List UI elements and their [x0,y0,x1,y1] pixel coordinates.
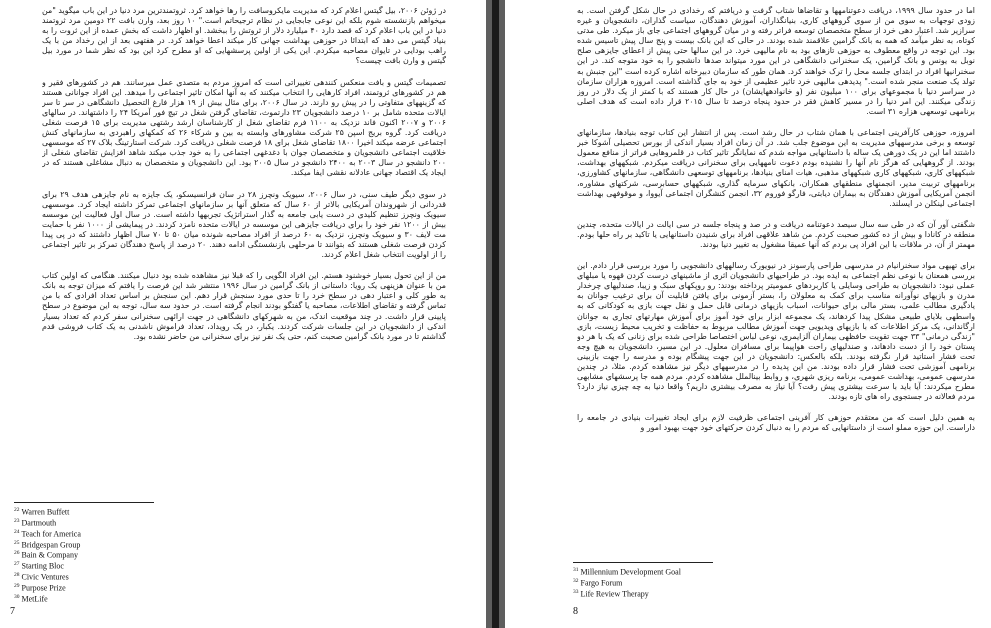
footnote [573,577,793,588]
footnote-number: 26 [14,550,20,557]
footnote [14,539,214,550]
footnote-text: Bridgespan Group [21,540,81,550]
footnote-text: Millennium Development Goal [580,567,681,577]
left-page [0,0,486,628]
footnote-text: Bain & Company [21,551,78,561]
footnote-text: Life Review Therapy [580,589,649,599]
footnote-text: Fargo Forum [580,578,623,588]
footnote-number: 30 [14,593,20,600]
footnote-number: 27 [14,561,20,568]
paragraph: من از این تحول بسیار خوشنود هستم. این افراد الگویی را که قبلا نیز مشاهده شده بود دنبال میکنند. هنگامی که اولین کتاب من با عنوان هزینهی یک رویا: داستانی از بانک گرامین در سال ۱۹۹۶ منتشر شد این فرصت را یافتم که میزان توجه به بانک به طور کلی و اعتبار دهی در سطح خرد را تا حدی مورد سنجش قرار دهم. این سنجش بر اساس تعداد افرادی که با من تماس گرفته و تقاضای اطلاعات، مصاحبه یا گفتگو بودند انجام گرفته است. در حدود سه سال، توجه به این موضوع در سطح پایینی قرار داشت. در چند موقعیت اندک، من به شهرکهای دانشگاهی در جهت ارائهی سخنرانی سفر کردم که تعداد بسیار اندکی از دانشجویان در این جلسات شرکت کردند. یکبار، در یک رویداد، تعداد فراموش ناشدنی به یک کتاب فروشی قدم گذاشتم تا در مورد بانک گرامین صحبت کنم، حتی یک نفر نیز برای سخنرانی من حاضر نشده بود. [42,271,446,341]
footnote-text: Civic Ventures [21,572,69,582]
paragraph: تصمیمات گیتس و بافت منعکس کنندهی تغییراتی است که امروز مردم به متصدی عمل میرسانند. هم در کشورهای فقیر و هم در کشورهای ثروتمند، افراد کارهایی را انتخاب میکنند که به آنها امکان تاثیر اجتماعی را میدهد. این افراد جوانانی هستند که گزینههای متفاوتی را در پیش رو دارند. در سال ۲۰۰۶، برای مثال بیش از ۱۹ هزار فارغ التحصیل دانشگاهی در سر تا سر ایالات متحده شامل بر ۱۰ درصد دانشجویان ۲۳ دارتموث، تقاضای گرفتن شغل در تیچ فور آمریکا ۲۴ را داشتهاند. در سالهای ۲۰۰۶ و ۲۰۰۷ اکنون فاند نزدیک به ۱۱۰۰ فرم تقاضای شغل از کارشناسان ارشد رشتهی مدیریت برای ۱۵ فرصت شغلی دریافت کرد. گروه بریج اسپن ۲۵ شرکت مشاورهای وابسته به بین و شرکاء ۲۶ که کمکهای راهبردی به سازمانهای کنش اجتماعی عرضه میکند اخیرا ۱۸۰۰ تقاضای شغل برای ۱۸ فرصت شغلی دریافت کرد. شرکت استارتینگ بلاک ۲۷ که موسسهی خلاقیت اجتماعی دانشجویان و متخصصان جوان با دغدغهی اجتماعی را به خود جذب میکند شاهد افزایش تقاضای شغلی از ۲۰۰ دانشجو در سال ۲۰۰۳ به ۲۴۰۰ دانشجو در سال ۲۰۰۵ بود. این دانشجویان و متخصصان به دنبال مشاغلی هستند که در ایجاد یک اقتصاد جهانی عادلانه نقشی ایفا میکند. [42,77,446,178]
footnote [14,506,214,517]
footnote-rule [573,562,713,563]
footnote-number: 22 [14,507,20,513]
footnote [573,588,793,599]
footnote-number: 33 [573,588,579,595]
footnote-text: Teach for America [21,529,81,539]
right-page-footnotes [573,562,793,599]
paragraph: به همین دلیل است که من معتقدم حوزهی کار آفرینی اجتماعی ظرفیت لازم برای ایجاد تغییرات بنیادی در جامعه را داراست. این حوزه مملو است از داستانهایی که مردم را به دنبال کردن حرکتهای خود جهت بهبود امور و [577,413,975,433]
paragraph: در سوی دیگر طیف سنی، در سال ۲۰۰۶، سیویک ونچرز ۲۸ در سان فرانسیسکو، یک جایزه به نام جایزهی هدف ۲۹ برای قدردانی از شهروندان آمریکایی بالاتر از ۶۰ سال که متعلق آنها بر سازمانهای اجتماعی تمرکز داشته ایجاد کرد. موسسهی سیویک ونچرز تنظیم کلیدی در دست یابی جامعه به گذار استراتژیک تجربهها داشته است. در سال اول فعالیت این موسسه بیش از ۱۲۰۰ نفر خود را برای دریافت جایزهی این موسسه در ایالات متحده نامزد کردند. در پیمایشی از ۱۰۰۰ نفر با حمایت مت لایف ۳۰ و سیویک ونچرز، نزدیک به ۶۰ درصد از افراد مصاحبه شونده میان ۵۰ تا ۷۰ سال اظهار داشتند که در پی پیدا کردن فرصت شغلی هستند که بتوانند تا مرحلهی بازنشستگی ادامه دهند. ۲۰ درصد از پاسخ دهندگان تمرکز بر تاثیر اجتماعی را از اولویت انتخاب شغل اعلام کردند. [42,189,446,260]
paragraph: در ژوئن ۲۰۰۶، بیل گیتس اعلام کرد که مدیریت مایکروسافت را رها خواهد کرد. ثروتمندترین مرد دنیا در این باب میگوید "من میخواهم بازنشسته شوم بلکه این نوعی جابجایی در نظام ترجیحاتم است." ۱۰ روز بعد، وارن بافت ۲۲ دومین مرد ثروتمند دنیا در این باب اعلام کرد که قصد دارد ۴۰ میلیارد دلار از ثروتش را ببخشد. او اظهار داشت که بخش عمده از این ثروت را به بنیاد گیتس می دهد که ابتدائا در حوزهی بهداشت جهانی کار میکند اعطا خواهد کرد. در هفتهی بعد از این رخداد من با یک راهب بودایی در تایوان مصاحبه میکردم. این یکی از اولین پرسشهایی که او مطرح کرد این بود که نظر شما در مورد بیل گیتس و وارن بافت چیست؟ [42,6,446,66]
right-page [505,0,991,628]
footnote [14,517,214,528]
footnote-number: 24 [14,528,20,535]
footnote [14,549,214,560]
footnote-number: 29 [14,583,20,590]
footnote-text: Starting Bloc [21,561,64,571]
right-page-body [577,6,975,558]
footnote [14,571,214,582]
paragraph: برای تهیهی مواد سخنرانیام در مدرسهی طراحی پارسونز در نیویورک رسالههای دانشجویی را مورد بررسی قرار دادم. این بررسی همعنان با نوعی نظم اجتماعی به ایده بود. در طراحیهای دانشجویان اثری از ماشینهای درست کردن قهوه یا مبلهای عملی نبود: دانشجویان به طراحی وسایلی یا کاربردهای عمومیتر پرداخته بودند: رو روپکهای سبک و زیبا، صندلیهای چرخدار مدرن و بازیهای نوآورانه مناسب برای کمک به معلولان را، بستر آزمونی برای یافتن قابلیت آن برای ترغیب جوانان به یادگیری مطالب علمی، بستر مالی برای حیوانات، اسباب بازیهای درمانی قابل حمل و نقل جهت بازی به کودکانی که به واسطهی بلایای طبیعی مشکل پیدا کردهاند، یک مجموعه ابزار برای خود آموز برای آموزش مهارتهای تجاری به جوانان ارگاندانی، یک مرکز اطلاعات که با بازیهای ویدیویی جهت آموزش مطالب مربوط به حفاظت و تخریب محیط زیست، بازی "زندگی درمانی" ۳۳ جهت تقویت حافظهی بیماران آلزایمری، نوعی لباس اختصاصا طراحی شده برای زنانی که یک با هر دو پستان خود را از دست دادهاند، و صندلیهای راحت هواپیما برای مسافران معلول. در این مسیر، دانشجویان به هیچ وجه تحت فشار استاتید قرار نگرفته بودند. بلکه بالعکس: دانشجویان در این جهت پیشگام بوده و مدرسه را جهت بازبینی برنامهی آموزشی تحت فشار قرار داده بودند. من این پدیده را در مدرسههای دیگر نیز مشاهده کردم. مثلا، در چندین مدرسهی عمومی، بهداشت عمومی، برنامه ریزی شهری، و روابط بینالملل مشاهده کردم. مردم همه جا پرسشهای مشابهی مطرح میکردند: آیا باید با سرعت بیشتری پیش رفت؟ آیا نیاز به مصرف بیشتری داریم؟ واقعا دنیا به چه چیزی نیاز دارد؟ مردم فعالانه در جستجوی راه های تازه بودند. [577,261,975,402]
paragraph: اما در حدود سال ۱۹۹۹، دریافت دعوتنامهها و تقاضاها شتاب گرفت و دریافتم که رخدادی در حال شکل گرفتن است. به زودی توجهات به سوی من از سوی گروههای کاری، بنیانگذاران، آموزش دهندگان، سیاست گذاران، دانشجویان و غیره سرازیر شد. اعتبار دهی خرد از سطح متخصصان توسعه فراتر رفته و در میان گروههای اجتماعی جای باز میکرد. طی مدتی کوتاه، به نظر میآمد که همه به بانک گرامین علاقمند شده بودند. در حالی که این بانک بیست و پنج سال پیش تاسیس شده بود. این توجه در واقع معطوف به حوزهی تازهای بود به نام مالیهی خرد. در این سالها حتی پیش از اعطای جایزهی صلح نوبل به یونس و بانک گرامین، یک سخنرانی دانشگاهی در این مورد میتواند صدها دانشجو را به خود متوجه کند. در این سخنرانیها افراد در ابتدای جلسه محل را ترک خواهند کرد. همان طور که سازمان دبیرخانه اشاره کرده است "این جنبش به تولد یک صنعت منجر شده است." پدیدهی مالیهی خرد تاثیر عظیمی از خود به جای گذاشته است. امروزه هزاران سازمان در سراسر دنیا با مجموعهای برای ۱۰۰ میلیون نفر (و خانوادههایشان) در حال کار هستند که با کمتر از یک دلار در روز زندگی میکنند. این امر دنیا را در مسیر کاهش فقر در حدود پنجاه درصد تا سال ۲۰۱۵ قرار داده است که هدف اصلی برنامهی توسعهی هزاره ۳۱ است. [577,6,975,116]
footnote-number: 32 [573,577,579,584]
left-page-footnotes [14,502,214,604]
footnote-text: Warren Buffett [21,507,70,517]
page-number-left: 7 [10,606,15,617]
paragraph: امروزه، حوزهی کارآفرینی اجتماعی با همان شتاب در حال رشد است. پس از انتشار این کتاب توجه بنیادها، سازمانهای توسعه و برخی مدرسههای مدیریت به این موضوع جلب شد. در آن زمان افراد بسیار اندکی از بورس تحصیلی آشوکا خبر داشتند اما این در یک دورهی یک ساله با داستانهایی مواجه شدم که نمایانگر تاثیر کتاب در قلمروهایی فراتر از منافع معمول بودند. از گروههایی که هرگز نام آنها را نشنیده بودم دعوت نامههایی برای سخنرانی دریافت میکردم. شبکههای بهداشت، شبکههای کاری، شبکههای کاری شبکههای مذهبی، هیات امنای بنیادها، برنامههای توسعهی دانشگاهی، سازمانهای کشاورزی، برنامههای تربیت مدیر، انجمنهای منطقهای همکاران، بانکهای سرمایه گذاری، شبکههای حسابرسی، شرکتهای مشاوره، انجمن آمریکایی آموزش دهندگان به بیماران دیابتی، فارگو فوروم ۳۲، انجمن کنشگران اجتماعی آیووا، و موقوفهی بهداشت اجتماعی لینکلن در ایسلند. [577,128,975,208]
page-gutter [486,0,505,628]
page-number-right: 8 [573,606,578,617]
footnote-number: 28 [14,572,20,579]
left-page-body [42,6,446,494]
footnote-number: 23 [14,517,20,524]
footnote [573,566,793,577]
footnote [14,593,214,604]
footnote [14,582,214,593]
footnote-number: 31 [573,567,579,573]
footnote-text: Dartmouth [21,518,57,528]
footnote-text: MetLife [21,594,48,604]
footnote [14,528,214,539]
footnote-number: 25 [14,539,20,546]
footnote [14,560,214,571]
footnote-rule [14,502,154,503]
footnote-text: Purpose Prize [21,583,66,593]
paragraph: شگفتی آور آن که در طی سه سال سیصد دعوتنامه دریافت و در صد و پنجاه جلسه در سی ایالت در ایالات متحده، چندین منطقه در کانادا و بیش از ده کشور صحبت کردم. من شاهد علاقهی افراد برای شنیدن داستانهایی یا تاکید بر راه حلها بودم. مهمتر از آن، در ملاقات با این افراد پی بردم که آنها عمیقا مشغول به تغییر دنیا بودند. [577,219,975,249]
